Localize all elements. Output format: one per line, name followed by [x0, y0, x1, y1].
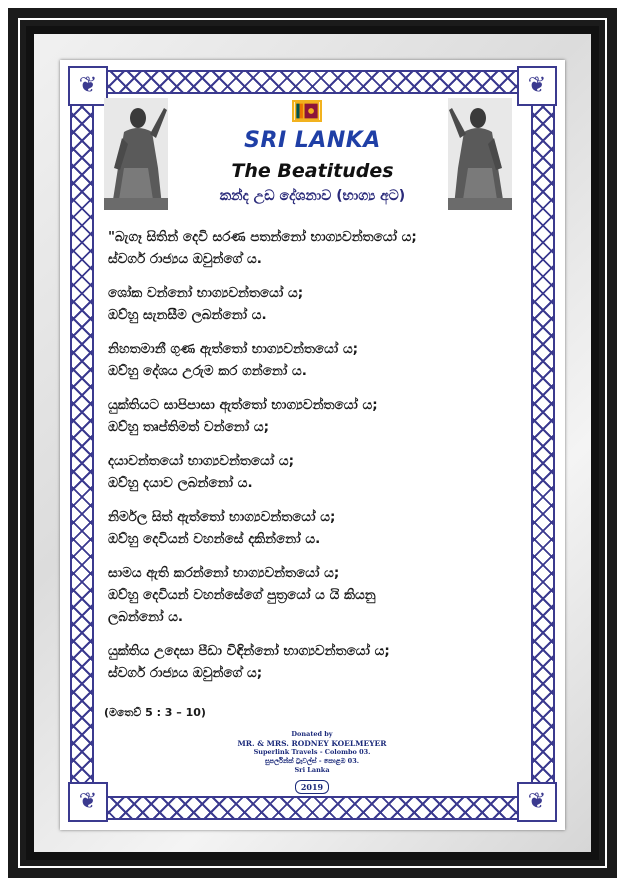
verse-line: ඔව්හු තෘප්තිමත් වන්නෝ ය;	[108, 419, 269, 435]
verse-line: ඔව්හු දෙවියන් වහන්සේගේ පුත්‍රයෝ ය යි කියනු	[108, 587, 376, 603]
border-right	[531, 70, 555, 820]
document-title: The Beatitudes	[231, 160, 394, 182]
year-badge: 2019	[295, 780, 329, 794]
donated-by-label: Donated by	[291, 730, 333, 738]
donation-credit	[212, 730, 412, 794]
verse	[108, 562, 518, 628]
verse	[108, 282, 518, 326]
verse-line: යුක්තියට සාපිපාසා ඇත්තෝ භාග්‍යවන්තයෝ ය;	[108, 397, 378, 413]
country-title: SRI LANKA	[244, 128, 381, 153]
verse-line: ඔව්හු දෙවියන් වහන්සේ දකින්නෝ ය.	[108, 531, 321, 547]
border-bottom	[70, 796, 555, 820]
donor-company-sinhala: සුපර්ලින්ක් ට්‍රැවල්ස් - කොළඹ 03.	[265, 757, 359, 765]
corner-ornament-icon: ❦	[68, 782, 108, 822]
verse	[108, 450, 518, 494]
verse-line: ලබන්නෝ ය.	[108, 609, 184, 625]
scripture-reference: (මතෙව් 5 : 3 – 10)	[104, 706, 206, 719]
verse-line: "බැගෑ සිතින් දෙවි සරණ පතන්නෝ භාග්‍යවන්තයෝ ය;	[108, 229, 417, 245]
verse	[108, 506, 518, 550]
beatitudes-text	[108, 226, 518, 696]
verse-line: ඔව්හු සැනසීම ලබන්නෝ ය.	[108, 307, 267, 323]
corner-ornament-icon: ❦	[517, 66, 557, 106]
verse-line: ස්වර්ග රාජ්‍යය ඔවුන්ගේ ය;	[108, 665, 263, 681]
corner-ornament-icon: ❦	[517, 782, 557, 822]
donor-company: Superlink Travels - Colombo 03.	[253, 748, 371, 756]
verse-line: නිහතමානී ගුණ ඇත්තෝ භාග්‍යවන්තයෝ ය;	[108, 341, 359, 357]
verse-line: ශෝක වන්නෝ භාග්‍යවන්තයෝ ය;	[108, 285, 304, 301]
verse	[108, 226, 518, 270]
sinhala-subtitle: කන්ද උඩ දේශනාව (භාග්‍ය අට)	[219, 188, 406, 204]
sri-lanka-flag-icon	[292, 100, 322, 122]
verse-line: සාමය ඇති කරන්නෝ භාග්‍යවන්තයෝ ය;	[108, 565, 340, 581]
donor-country: Sri Lanka	[294, 766, 330, 774]
border-left	[70, 70, 94, 820]
corner-ornament-icon: ❦	[68, 66, 108, 106]
border-top	[70, 70, 555, 94]
verse-line: දයාවන්තයෝ භාග්‍යවන්තයෝ ය;	[108, 453, 295, 469]
verse-line: නිර්මල සිත් ඇත්තෝ භාග්‍යවන්තයෝ ය;	[108, 509, 336, 525]
verse-line: යුක්තිය උදෙසා පීඩා විඳින්නෝ භාග්‍යවන්තයෝ ය;	[108, 643, 390, 659]
verse-line: ඔව්හු දේශය උරුම කර ගන්නෝ ය.	[108, 363, 307, 379]
verse	[108, 394, 518, 438]
verse	[108, 640, 518, 684]
verse-line: ඔව්හු දයාව ලබන්නෝ ය.	[108, 475, 253, 491]
donor-name: MR. & MRS. RODNEY KOELMEYER	[237, 739, 387, 748]
verse	[108, 338, 518, 382]
verse-line: ස්වර්ග රාජ්‍යය ඔවුන්ගේ ය.	[108, 251, 262, 267]
